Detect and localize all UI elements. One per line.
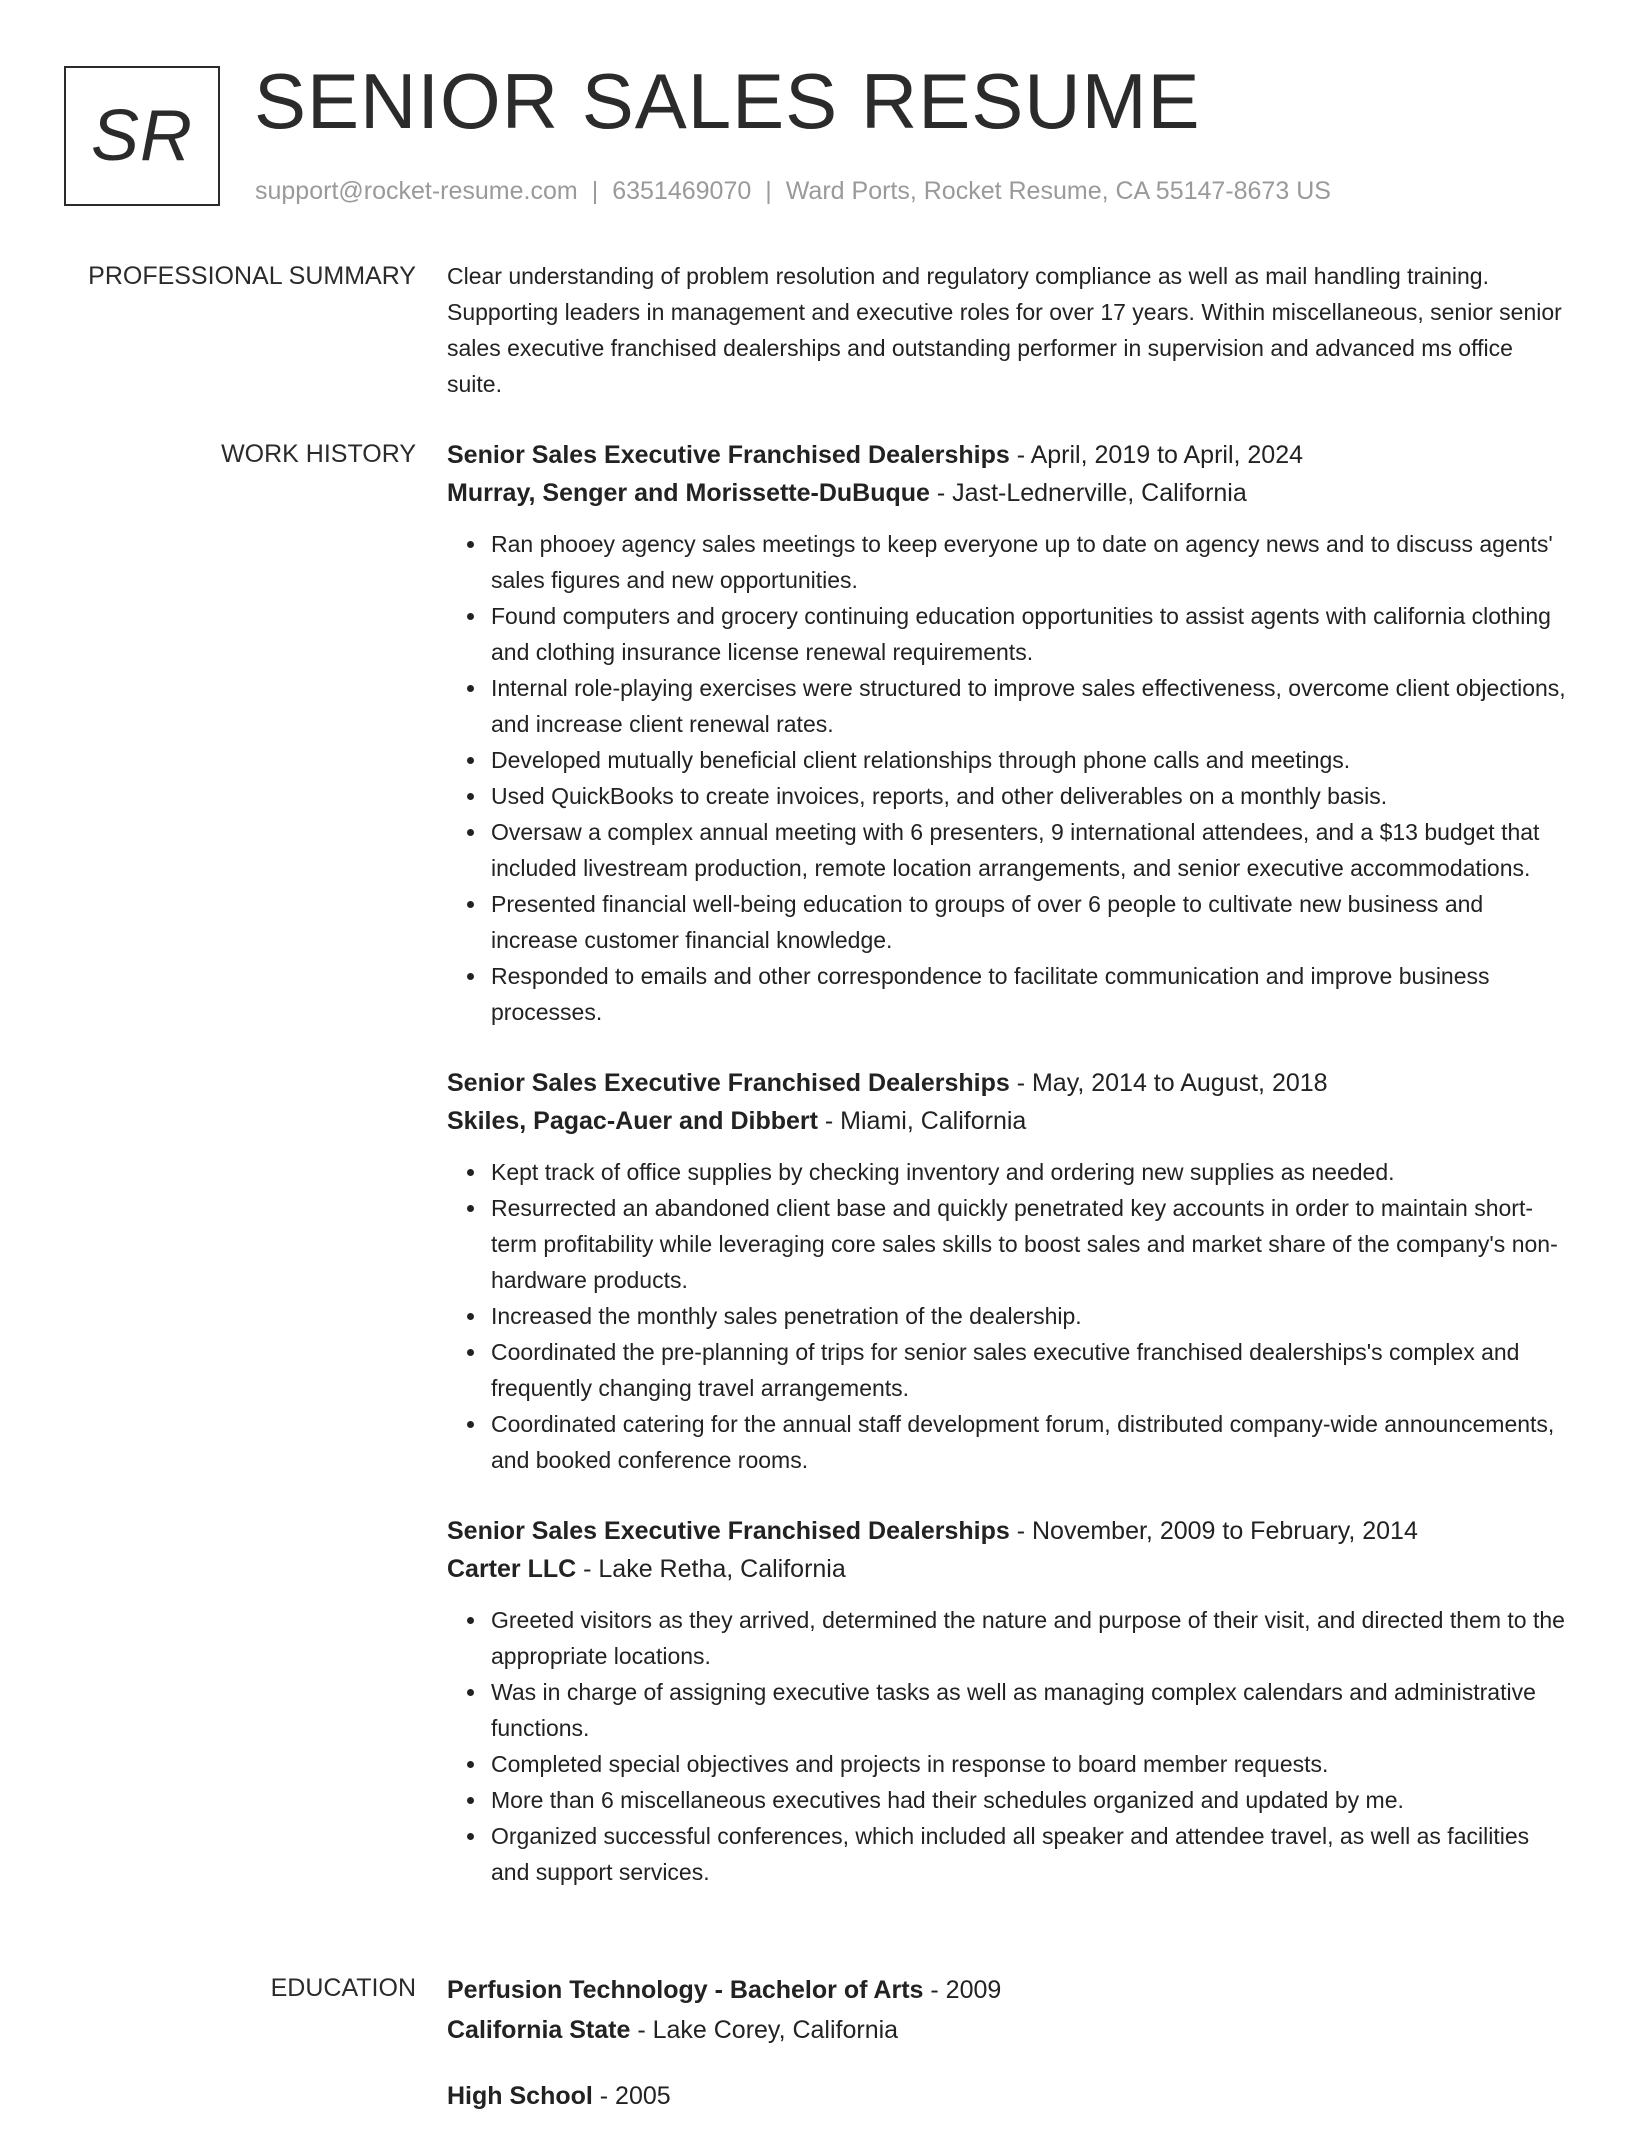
job-location: - Jast-Lednerville, California xyxy=(929,479,1247,507)
education-school-line xyxy=(447,2010,1567,2050)
job-bullet: More than 6 miscellaneous executives had their schedules organized and updated by me. xyxy=(491,1782,1567,1818)
contact-phone: 6351469070 xyxy=(612,177,752,205)
monogram-logo xyxy=(64,66,220,206)
job-dates: - November, 2009 to February, 2014 xyxy=(1009,1517,1418,1545)
job-dates: - May, 2014 to August, 2018 xyxy=(1009,1069,1328,1097)
job-title: Senior Sales Executive Franchised Dealerships xyxy=(447,441,1010,469)
job-title: Senior Sales Executive Franchised Dealerships xyxy=(447,1069,1010,1097)
job-title-line xyxy=(447,1064,1567,1102)
job-bullet: Developed mutually beneficial client relationships through phone calls and meetings. xyxy=(491,742,1567,778)
job-bullet: Organized successful conferences, which included all speaker and attendee travel, as well as facilities and support services. xyxy=(491,1818,1567,1890)
job-location: - Lake Retha, California xyxy=(576,1555,846,1583)
job-bullet: Greeted visitors as they arrived, determined the nature and purpose of their visit, and directed them to the appropriate locations. xyxy=(491,1602,1567,1674)
education-body xyxy=(447,1970,1567,2142)
job-bullet-list xyxy=(447,1602,1567,1890)
monogram-text: SR xyxy=(90,96,194,176)
contact-email: support@rocket-resume.com xyxy=(255,177,578,205)
job-title: Senior Sales Executive Franchised Dealerships xyxy=(447,1517,1010,1545)
section-label-work-history: WORK HISTORY xyxy=(221,440,416,468)
section-label-education: EDUCATION xyxy=(270,1974,416,2002)
contact-line xyxy=(255,174,1331,208)
job-company: Carter LLC xyxy=(447,1555,577,1583)
job-bullet: Coordinated catering for the annual staff development forum, distributed company-wide announcements, and booked conference rooms. xyxy=(491,1406,1567,1478)
job-title-line xyxy=(447,1512,1567,1550)
job-company-line xyxy=(447,1102,1567,1140)
section-label-summary: PROFESSIONAL SUMMARY xyxy=(88,262,416,290)
job-entry xyxy=(447,1512,1567,1890)
summary-text: Clear understanding of problem resolution and regulatory compliance as well as mail handling training. Supporting leaders in management and executive roles for over 17 years. Within miscellaneous, senior senior sales executive franchised dealerships and outstanding performer in supervision and advanced ms office suite. xyxy=(447,263,1562,397)
job-location: - Miami, California xyxy=(817,1107,1027,1135)
resume-title: SENIOR SALES RESUME xyxy=(254,57,1201,145)
education-entry xyxy=(447,2076,1567,2116)
education-location: - Lake Corey, California xyxy=(630,2016,899,2044)
job-bullet: Kept track of office supplies by checking inventory and ordering new supplies as needed. xyxy=(491,1154,1567,1190)
job-bullet: Coordinated the pre-planning of trips for senior sales executive franchised dealerships's complex and frequently changing travel arrangements. xyxy=(491,1334,1567,1406)
job-company-line xyxy=(447,474,1567,512)
contact-address: Ward Ports, Rocket Resume, CA 55147-8673 US xyxy=(785,177,1331,205)
job-company: Skiles, Pagac-Auer and Dibbert xyxy=(447,1107,818,1135)
job-entry xyxy=(447,1064,1567,1478)
work-history-body xyxy=(447,436,1567,1924)
job-bullet-list xyxy=(447,526,1567,1030)
summary-body xyxy=(447,258,1567,402)
job-company: Murray, Senger and Morissette-DuBuque xyxy=(447,479,930,507)
job-bullet: Increased the monthly sales penetration of the dealership. xyxy=(491,1298,1567,1334)
job-bullet: Presented financial well-being education to groups of over 6 people to cultivate new business and increase customer financial knowledge. xyxy=(491,886,1567,958)
education-year: - 2009 xyxy=(923,1976,1002,2004)
job-bullet: Was in charge of assigning executive tasks as well as managing complex calendars and administrative functions. xyxy=(491,1674,1567,1746)
education-degree: Perfusion Technology - Bachelor of Arts xyxy=(447,1976,924,2004)
education-year: - 2005 xyxy=(592,2082,671,2110)
education-school: California State xyxy=(447,2016,631,2044)
job-bullet-list xyxy=(447,1154,1567,1478)
job-bullet: Responded to emails and other correspondence to facilitate communication and improve business processes. xyxy=(491,958,1567,1030)
education-degree-line xyxy=(447,1970,1567,2010)
education-degree-line xyxy=(447,2076,1567,2116)
job-title-line xyxy=(447,436,1567,474)
job-bullet: Ran phooey agency sales meetings to keep everyone up to date on agency news and to discuss agents' sales figures and new opportunities. xyxy=(491,526,1567,598)
education-entry xyxy=(447,1970,1567,2050)
job-bullet: Oversaw a complex annual meeting with 6 presenters, 9 international attendees, and a $13 budget that included livestream production, remote location arrangements, and senior executive accommodations. xyxy=(491,814,1567,886)
job-dates: - April, 2019 to April, 2024 xyxy=(1009,441,1304,469)
job-bullet: Completed special objectives and projects in response to board member requests. xyxy=(491,1746,1567,1782)
job-bullet: Resurrected an abandoned client base and quickly penetrated key accounts in order to maintain short-term profitability while leveraging core sales skills to boost sales and market share of the company's non-hardware products. xyxy=(491,1190,1567,1298)
job-bullet: Used QuickBooks to create invoices, reports, and other deliverables on a monthly basis. xyxy=(491,778,1567,814)
education-degree: High School xyxy=(447,2082,593,2110)
job-bullet: Internal role-playing exercises were structured to improve sales effectiveness, overcome client objections, and increase client renewal rates. xyxy=(491,670,1567,742)
contact-separator: | xyxy=(591,177,599,205)
job-company-line xyxy=(447,1550,1567,1588)
job-bullet: Found computers and grocery continuing education opportunities to assist agents with california clothing and clothing insurance license renewal requirements. xyxy=(491,598,1567,670)
job-entry xyxy=(447,436,1567,1030)
contact-separator: | xyxy=(765,177,772,205)
